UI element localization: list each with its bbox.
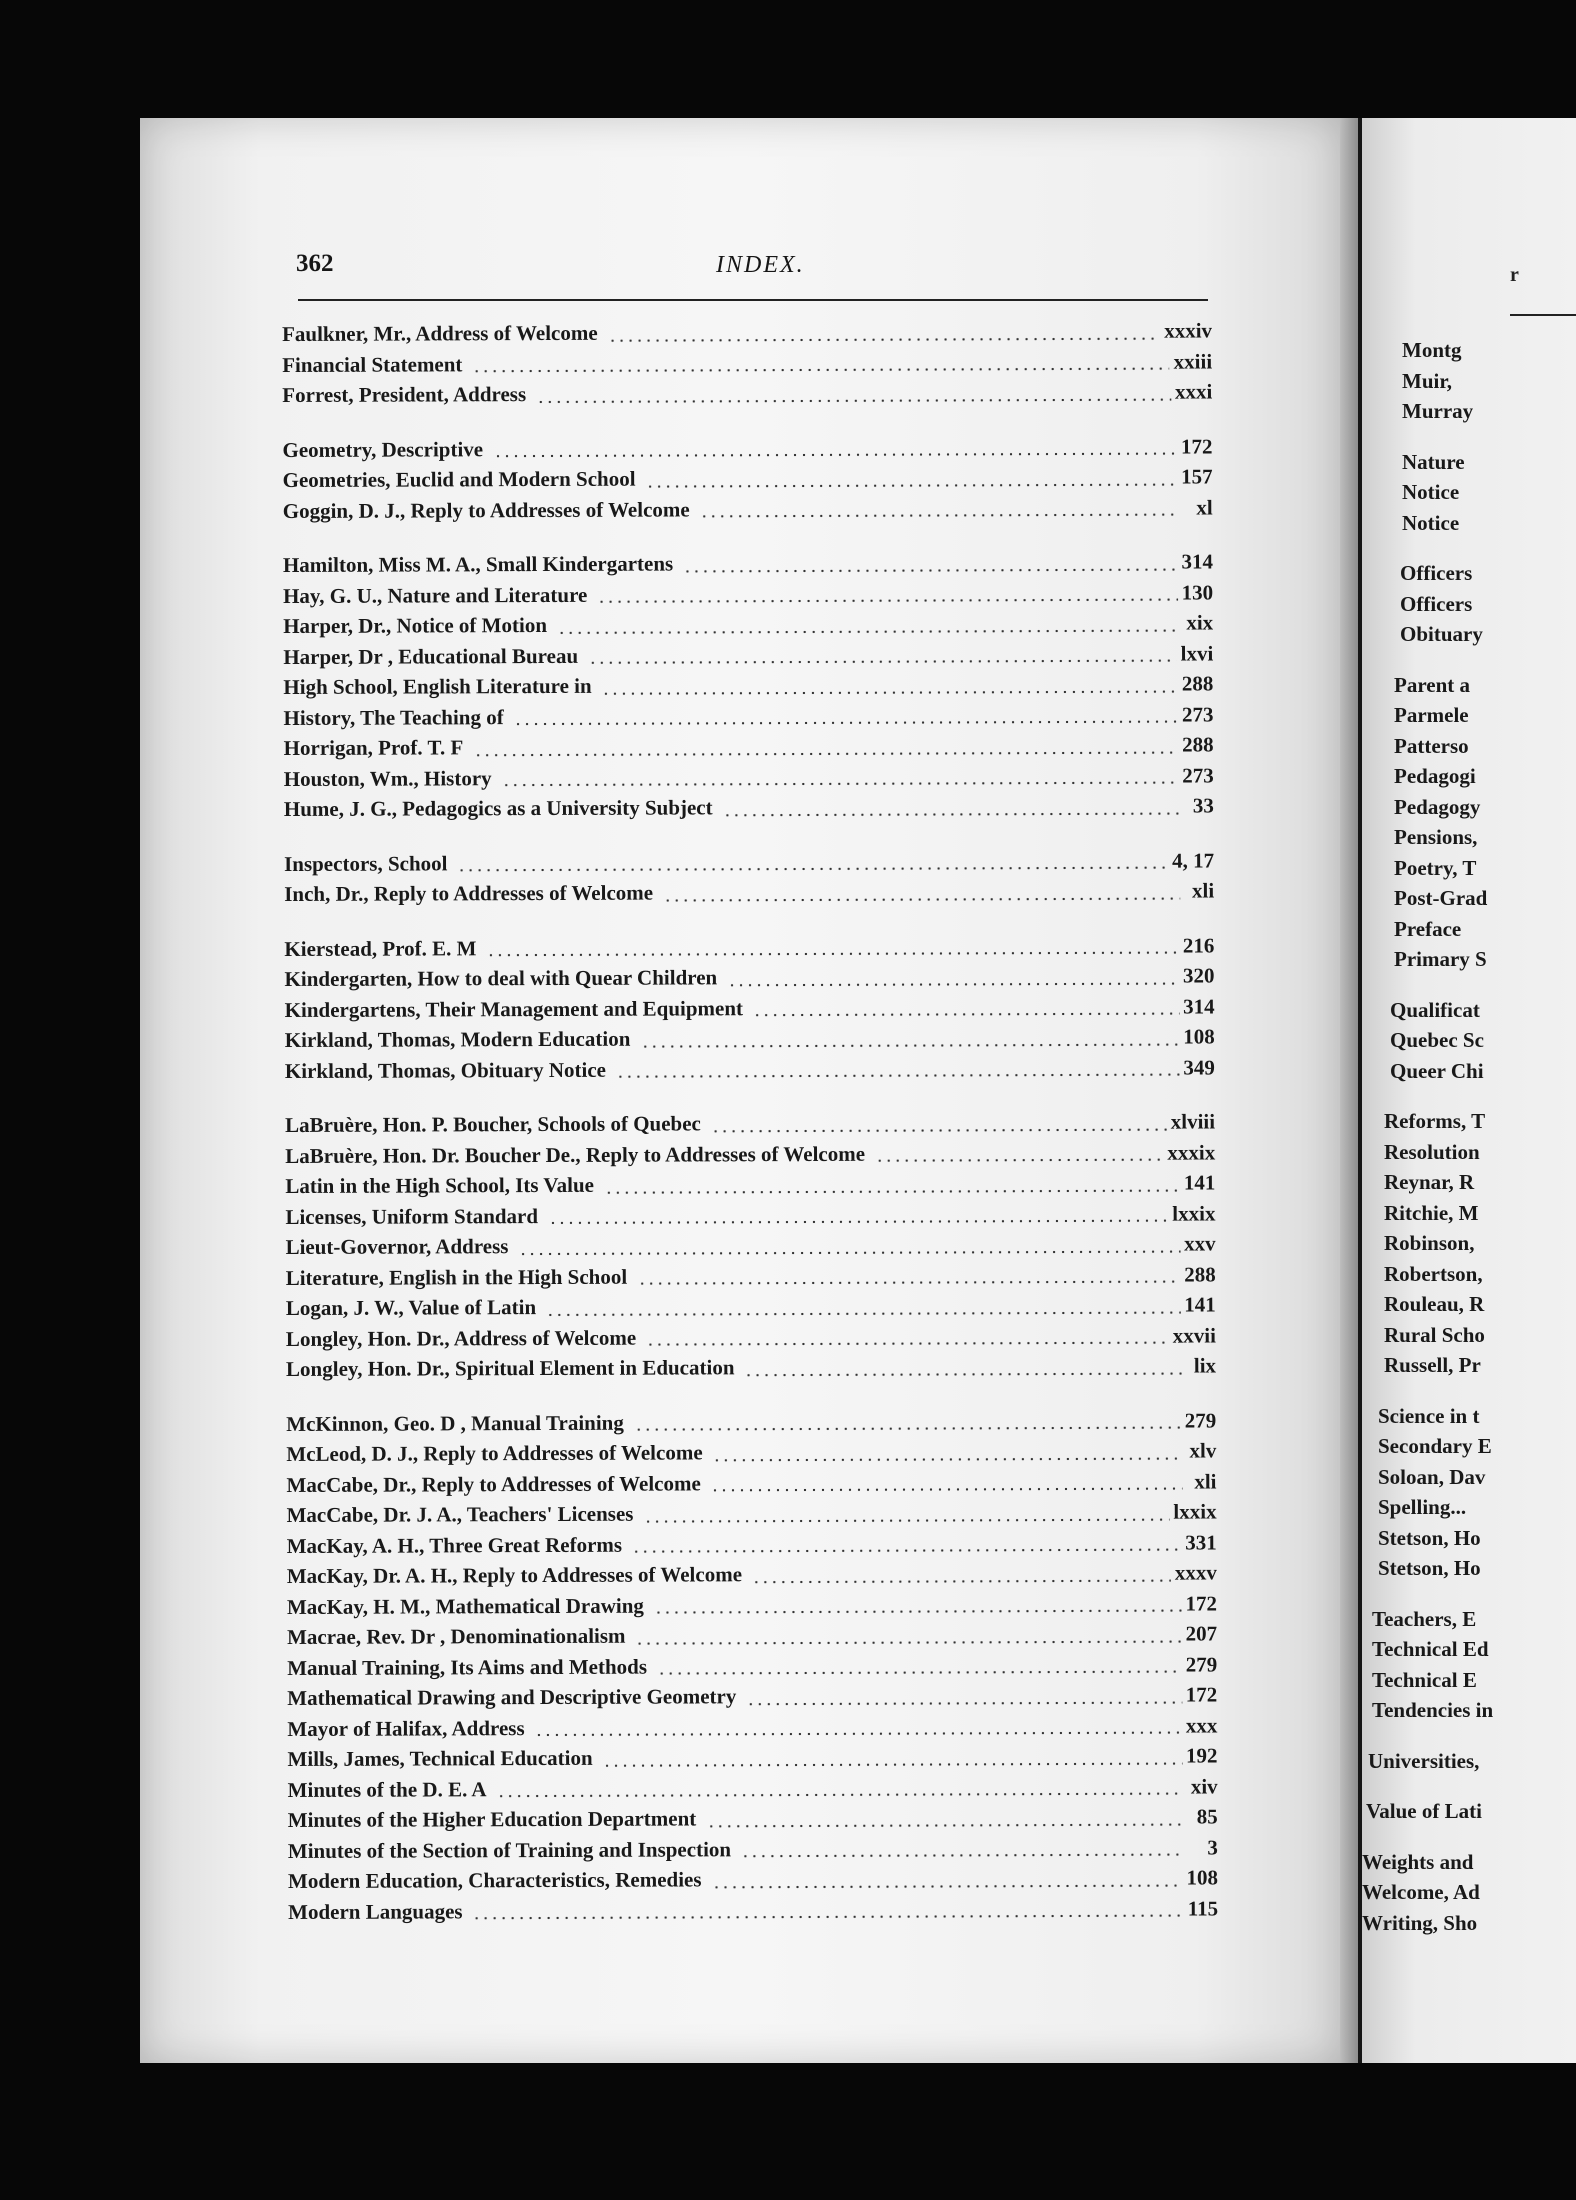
index-entry xyxy=(286,1353,1216,1387)
dot-leader xyxy=(548,1219,1168,1225)
entry-title: Mills, James, Technical Education xyxy=(287,1745,593,1771)
dot-leader xyxy=(472,367,1169,374)
entry-title: Logan, J. W., Value of Latin xyxy=(285,1295,537,1320)
facing-page-entry: Primary S xyxy=(1394,947,1487,971)
entry-title: History, The Teaching of xyxy=(283,704,504,730)
dot-leader xyxy=(546,1310,1180,1316)
facing-page-entry: Value of Lati xyxy=(1366,1799,1482,1823)
index-entry xyxy=(285,1055,1215,1089)
facing-page-entry: Notice xyxy=(1402,510,1460,535)
index-entry xyxy=(287,1743,1217,1777)
index-entry xyxy=(284,848,1214,882)
index-group xyxy=(285,1109,1216,1387)
facing-page-entry: Weights and xyxy=(1362,1849,1474,1874)
entry-title: Forrest, President, Address xyxy=(282,382,527,407)
dot-leader xyxy=(727,981,1179,987)
dot-leader xyxy=(634,1426,1181,1432)
facing-page-entry: Muir, xyxy=(1402,368,1452,393)
index-entry xyxy=(283,702,1213,736)
dot-leader xyxy=(518,1249,1180,1256)
entry-page-ref: lxxix xyxy=(1173,1499,1217,1524)
dot-leader xyxy=(457,866,1168,873)
dot-leader xyxy=(493,452,1177,459)
dot-leader xyxy=(646,1341,1169,1347)
entry-title: Hamilton, Miss M. A., Small Kindergartens xyxy=(282,551,674,577)
facing-page-entry: Officers xyxy=(1400,591,1473,616)
entry-title: Harper, Dr , Educational Bureau xyxy=(283,643,579,669)
facing-page-entry: Robertson, xyxy=(1384,1261,1483,1286)
entry-title: MacKay, A. H., Three Great Reforms xyxy=(286,1532,623,1558)
facing-page-entry: Spelling... xyxy=(1378,1495,1467,1519)
entry-page-ref: 273 xyxy=(1181,701,1214,727)
index-group xyxy=(282,434,1212,529)
facing-page-entry: Officers xyxy=(1400,561,1473,585)
entry-title: Inch, Dr., Reply to Addresses of Welcome xyxy=(284,880,654,906)
facing-page-group xyxy=(1362,1799,1576,1830)
index-entry xyxy=(288,1804,1218,1838)
facing-page-entry: Resolution xyxy=(1384,1139,1480,1164)
header-rule xyxy=(298,299,1208,301)
facing-page-entry: Montg xyxy=(1402,338,1462,362)
entry-page-ref: xxxix xyxy=(1167,1139,1216,1165)
dot-leader xyxy=(588,659,1177,665)
dot-leader xyxy=(875,1158,1163,1163)
entry-title: Minutes of the Higher Education Department xyxy=(287,1806,697,1832)
facing-page-entry: Technical Ed xyxy=(1372,1637,1489,1661)
entry-title: Kindergarten, How to deal with Quear Children xyxy=(284,965,718,991)
facing-page-group xyxy=(1362,1404,1576,1587)
index-entry xyxy=(286,1438,1216,1472)
index-group xyxy=(284,848,1214,913)
entry-page-ref: 216 xyxy=(1182,932,1215,958)
entry-page-ref: xxiii xyxy=(1173,348,1213,374)
facing-page-entry: Soloan, Dav xyxy=(1378,1464,1486,1489)
entry-title: McLeod, D. J., Reply to Addresses of Welcome xyxy=(286,1440,703,1466)
index-entry xyxy=(287,1591,1217,1625)
entry-title: Lieut-Governor, Address xyxy=(285,1234,509,1259)
index-entry xyxy=(285,1201,1215,1235)
dot-leader xyxy=(616,1073,1179,1079)
entry-title: Macrae, Rev. Dr , Denominationalism xyxy=(287,1623,626,1649)
running-title: INDEX. xyxy=(716,252,805,278)
entry-title: Mathematical Drawing and Descriptive Geometry xyxy=(287,1684,737,1710)
entry-title: Modern Education, Characteristics, Remedies xyxy=(287,1867,702,1893)
index-entry xyxy=(283,641,1213,675)
index-entry xyxy=(285,1024,1215,1058)
entry-page-ref: 115 xyxy=(1187,1895,1219,1921)
facing-page-entry: Robinson, xyxy=(1384,1231,1475,1255)
entry-page-ref: 172 xyxy=(1185,1682,1218,1707)
entry-page-ref: 4, 17 xyxy=(1172,847,1215,873)
dot-leader xyxy=(608,336,1161,342)
entry-title: Houston, Wm., History xyxy=(283,765,492,791)
dot-leader xyxy=(514,720,1178,727)
entry-page-ref: 33 xyxy=(1192,793,1214,818)
facing-page-entry: Parent a xyxy=(1394,672,1471,697)
facing-page-group xyxy=(1362,1850,1576,1942)
index-entry xyxy=(282,318,1212,352)
entry-title: Minutes of the Section of Training and Inspection xyxy=(287,1836,732,1863)
dot-leader xyxy=(745,1371,1183,1377)
entry-page-ref: 331 xyxy=(1185,1529,1217,1555)
facing-page-group xyxy=(1362,561,1576,653)
index-group xyxy=(282,318,1212,413)
entry-page-ref: xlv xyxy=(1189,1438,1217,1463)
facing-page-entry: Russell, Pr xyxy=(1384,1353,1481,1377)
facing-page-entry: Ritchie, M xyxy=(1384,1200,1479,1225)
page-header xyxy=(296,250,1208,290)
index-entry xyxy=(286,1292,1216,1326)
index-entry xyxy=(284,732,1214,766)
entry-page-ref: lix xyxy=(1193,1353,1217,1378)
entry-page-ref: xxxi xyxy=(1174,379,1213,404)
index-entry xyxy=(288,1774,1218,1808)
index-entry xyxy=(284,763,1214,797)
entry-title: Kirkland, Thomas, Modern Education xyxy=(284,1026,631,1052)
index-entry xyxy=(285,1170,1215,1204)
index-entry xyxy=(284,933,1214,967)
index-group xyxy=(283,549,1214,827)
entry-page-ref: 279 xyxy=(1184,1407,1217,1433)
index-entry xyxy=(283,464,1213,498)
index-entry xyxy=(287,1652,1217,1686)
facing-page-entry: Universities, xyxy=(1368,1748,1480,1773)
entry-title: Harper, Dr., Notice of Motion xyxy=(283,612,548,638)
dot-leader xyxy=(473,1914,1184,1921)
entry-page-ref: xiv xyxy=(1190,1773,1218,1799)
entry-title: Kindergartens, Their Management and Equipment xyxy=(284,995,744,1022)
dot-leader xyxy=(640,1042,1179,1048)
dot-leader xyxy=(597,598,1177,604)
facing-page-entry: Pedagogy xyxy=(1394,794,1481,819)
entry-title: Kirkland, Thomas, Obituary Notice xyxy=(284,1057,606,1083)
entry-title: MacKay, H. M., Mathematical Drawing xyxy=(286,1593,644,1619)
dot-leader xyxy=(712,1883,1183,1889)
entry-page-ref: xxv xyxy=(1183,1231,1216,1256)
facing-page-group xyxy=(1362,673,1576,978)
entry-page-ref: 157 xyxy=(1181,464,1213,489)
facing-page-entry: Teachers, E xyxy=(1372,1606,1477,1631)
facing-page-entry: Rouleau, R xyxy=(1384,1292,1485,1316)
facing-page-entry: Pensions, xyxy=(1394,825,1478,849)
entry-page-ref: xix xyxy=(1186,610,1214,635)
dot-leader xyxy=(723,811,1180,817)
entry-title: Horrigan, Prof. T. F xyxy=(283,735,464,760)
entry-page-ref: xxxv xyxy=(1174,1560,1217,1585)
facing-page-entry: Technical E xyxy=(1372,1667,1477,1692)
entry-title: Hume, J. G., Pedagogics as a University Subject xyxy=(283,795,713,821)
entry-title: Inspectors, School xyxy=(284,850,448,876)
facing-page-group xyxy=(1362,338,1576,430)
index-entry xyxy=(287,1560,1217,1594)
entry-page-ref: lxxix xyxy=(1172,1200,1216,1226)
facing-page-entry: Nature xyxy=(1402,449,1465,474)
facing-page-entry: Parmele xyxy=(1394,703,1469,727)
index-entry xyxy=(285,1109,1215,1143)
dot-leader xyxy=(654,1609,1182,1615)
facing-page-entry: Reforms, T xyxy=(1384,1109,1486,1133)
entry-page-ref: 172 xyxy=(1180,433,1213,459)
index-entry xyxy=(286,1469,1216,1503)
entry-title: MacCabe, Dr., Reply to Addresses of Welcome xyxy=(286,1470,701,1497)
entry-page-ref: 130 xyxy=(1181,579,1214,605)
entry-title: Geometry, Descriptive xyxy=(282,436,484,462)
facing-page-entry: Quebec Sc xyxy=(1390,1028,1484,1052)
facing-page-entry: Rural Scho xyxy=(1384,1322,1485,1347)
index-group xyxy=(286,1408,1218,1930)
dot-leader xyxy=(753,1012,1179,1018)
entry-title: Longley, Hon. Dr., Address of Welcome xyxy=(285,1325,637,1351)
entry-title: Literature, English in the High School xyxy=(285,1264,628,1290)
entry-title: Latin in the High School, Its Value xyxy=(285,1172,595,1198)
dot-leader xyxy=(700,513,1179,519)
facing-page-entry: Qualificat xyxy=(1390,997,1480,1022)
entry-title: Modern Languages xyxy=(288,1898,463,1924)
index-entry xyxy=(283,549,1213,583)
entry-title: McKinnon, Geo. D , Manual Training xyxy=(286,1410,624,1436)
index-entry xyxy=(287,1682,1217,1716)
index-entry xyxy=(284,878,1214,912)
entry-page-ref: 207 xyxy=(1185,1621,1218,1646)
entry-page-ref: xli xyxy=(1194,1468,1217,1494)
facing-page-entry: Obituary xyxy=(1400,622,1483,646)
facing-page-entry: Preface xyxy=(1394,916,1462,941)
dot-leader xyxy=(746,1700,1181,1706)
entry-page-ref: 273 xyxy=(1182,762,1214,788)
dot-leader xyxy=(711,1127,1167,1133)
entry-page-ref: 288 xyxy=(1182,732,1214,757)
facing-page-group xyxy=(1362,1109,1576,1384)
dot-leader xyxy=(636,1639,1182,1645)
entry-page-ref: 349 xyxy=(1183,1054,1215,1080)
facing-page-rule xyxy=(1510,314,1576,316)
facing-page-entry: Stetson, Ho xyxy=(1378,1525,1481,1550)
facing-page-entry: Pedagogi xyxy=(1394,764,1476,788)
entry-title: High School, English Literature in xyxy=(283,673,592,699)
entry-page-ref: lxvi xyxy=(1180,640,1214,666)
dot-leader xyxy=(706,1822,1183,1828)
facing-page-header-mark: r xyxy=(1510,264,1519,286)
entry-page-ref: 108 xyxy=(1183,1024,1215,1049)
index-entry xyxy=(287,1621,1217,1655)
facing-page-entry: Notice xyxy=(1402,480,1460,504)
facing-page-group xyxy=(1362,450,1576,542)
facing-page-entry: Writing, Sho xyxy=(1362,1910,1478,1935)
entry-title: Licenses, Uniform Standard xyxy=(285,1203,539,1229)
facing-page-entry: Tendencies in xyxy=(1372,1698,1494,1722)
entry-page-ref: xxvii xyxy=(1172,1322,1216,1348)
dot-leader xyxy=(603,1761,1182,1767)
index-entry xyxy=(286,1231,1216,1265)
dot-leader xyxy=(536,397,1171,403)
dot-leader xyxy=(683,567,1177,573)
dot-leader xyxy=(557,628,1179,634)
dot-leader xyxy=(646,482,1178,488)
index-entry xyxy=(286,1262,1216,1296)
dot-leader xyxy=(502,781,1179,788)
index-entry xyxy=(282,349,1212,383)
index-entry xyxy=(287,1499,1217,1533)
entry-title: Hay, G. U., Nature and Literature xyxy=(283,582,588,608)
entry-page-ref: xlviii xyxy=(1170,1109,1216,1134)
index-entry xyxy=(283,580,1213,614)
dot-leader xyxy=(657,1670,1182,1676)
index-entry xyxy=(284,793,1214,827)
facing-page-entries xyxy=(1362,338,1576,1961)
facing-page xyxy=(1362,118,1576,2063)
facing-page-entry: Poetry, T xyxy=(1394,855,1477,880)
index-entry xyxy=(283,671,1213,705)
entry-page-ref: 192 xyxy=(1185,1743,1218,1768)
dot-leader xyxy=(473,750,1178,757)
dot-leader xyxy=(741,1853,1184,1859)
entry-page-ref: 141 xyxy=(1184,1292,1216,1317)
entry-page-ref: 288 xyxy=(1184,1261,1216,1287)
entry-page-ref: 141 xyxy=(1183,1170,1216,1195)
entry-page-ref: 320 xyxy=(1182,963,1215,988)
entry-page-ref: xxxiv xyxy=(1164,318,1213,343)
index-entry xyxy=(288,1835,1218,1869)
facing-page-group xyxy=(1362,1749,1576,1780)
entry-title: LaBruère, Hon. Dr. Boucher De., Reply to Addresses of Welcome xyxy=(285,1141,866,1168)
index-entry xyxy=(283,495,1213,529)
dot-leader xyxy=(602,689,1178,695)
index-entry xyxy=(285,994,1215,1028)
entry-page-ref: 172 xyxy=(1185,1590,1217,1616)
facing-page-group xyxy=(1362,1607,1576,1729)
index-entry xyxy=(282,379,1212,413)
entry-page-ref: 314 xyxy=(1181,549,1213,574)
entry-title: Longley, Hon. Dr., Spiritual Element in Education xyxy=(285,1355,735,1381)
dot-leader xyxy=(497,1792,1184,1799)
facing-page-entry: Queer Chi xyxy=(1390,1058,1484,1083)
index-entry xyxy=(283,610,1213,644)
facing-page-entry: Welcome, Ad xyxy=(1362,1880,1480,1904)
facing-page-entry: Science in t xyxy=(1378,1403,1480,1428)
facing-page-entry: Stetson, Ho xyxy=(1378,1556,1481,1580)
index-entry xyxy=(288,1865,1218,1899)
entry-page-ref: xxx xyxy=(1185,1712,1218,1738)
dot-leader xyxy=(643,1517,1169,1523)
index-entry xyxy=(286,1408,1216,1442)
facing-page-entry: Post-Grad xyxy=(1394,886,1488,910)
dot-leader xyxy=(487,951,1179,958)
dot-leader xyxy=(663,896,1180,902)
entry-page-ref: 108 xyxy=(1186,1865,1219,1890)
entry-page-ref: xl xyxy=(1196,494,1213,519)
index-entry xyxy=(286,1323,1216,1357)
index-entries xyxy=(282,318,1218,1954)
dot-leader xyxy=(604,1188,1180,1194)
entry-page-ref: 279 xyxy=(1185,1651,1218,1677)
facing-page-entry: Patterso xyxy=(1394,733,1469,758)
entry-title: MacCabe, Dr. J. A., Teachers' Licenses xyxy=(286,1501,634,1527)
entry-title: LaBruère, Hon. P. Boucher, Schools of Quebec xyxy=(285,1111,701,1137)
index-entry xyxy=(288,1896,1218,1930)
dot-leader xyxy=(713,1456,1183,1462)
entry-title: Geometries, Euclid and Modern School xyxy=(282,466,636,492)
index-entry xyxy=(287,1713,1217,1747)
index-group xyxy=(284,933,1215,1089)
facing-page-entry: Murray xyxy=(1402,399,1474,423)
book-gutter xyxy=(1340,118,1358,2063)
page-number: 362 xyxy=(296,250,334,277)
entry-title: Minutes of the D. E. A xyxy=(287,1776,487,1802)
entry-page-ref: 314 xyxy=(1183,993,1215,1019)
dot-leader xyxy=(637,1280,1180,1286)
facing-page-group xyxy=(1362,998,1576,1090)
entry-title: Goggin, D. J., Reply to Addresses of Welcome xyxy=(282,496,690,523)
entry-title: Mayor of Halifax, Address xyxy=(287,1715,525,1741)
entry-title: Manual Training, Its Aims and Methods xyxy=(287,1654,648,1680)
entry-title: Financial Statement xyxy=(282,351,463,377)
entry-page-ref: 85 xyxy=(1196,1804,1218,1829)
entry-title: MacKay, Dr. A. H., Reply to Addresses of Welcome xyxy=(286,1562,743,1588)
entry-page-ref: 3 xyxy=(1207,1834,1218,1859)
index-entry xyxy=(287,1530,1217,1564)
facing-page-entry: Secondary E xyxy=(1378,1434,1492,1458)
facing-page-entry: Reynar, R xyxy=(1384,1170,1475,1194)
dot-leader xyxy=(711,1487,1183,1493)
dot-leader xyxy=(632,1548,1181,1554)
index-entry xyxy=(284,963,1214,997)
index-entry xyxy=(282,434,1212,468)
dot-leader xyxy=(752,1578,1171,1584)
entry-page-ref: xli xyxy=(1191,878,1215,903)
entry-title: Kierstead, Prof. E. M xyxy=(284,935,477,961)
dot-leader xyxy=(535,1731,1182,1737)
index-entry xyxy=(285,1140,1215,1174)
entry-title: Faulkner, Mr., Address of Welcome xyxy=(282,320,598,346)
entry-page-ref: 288 xyxy=(1181,671,1214,696)
